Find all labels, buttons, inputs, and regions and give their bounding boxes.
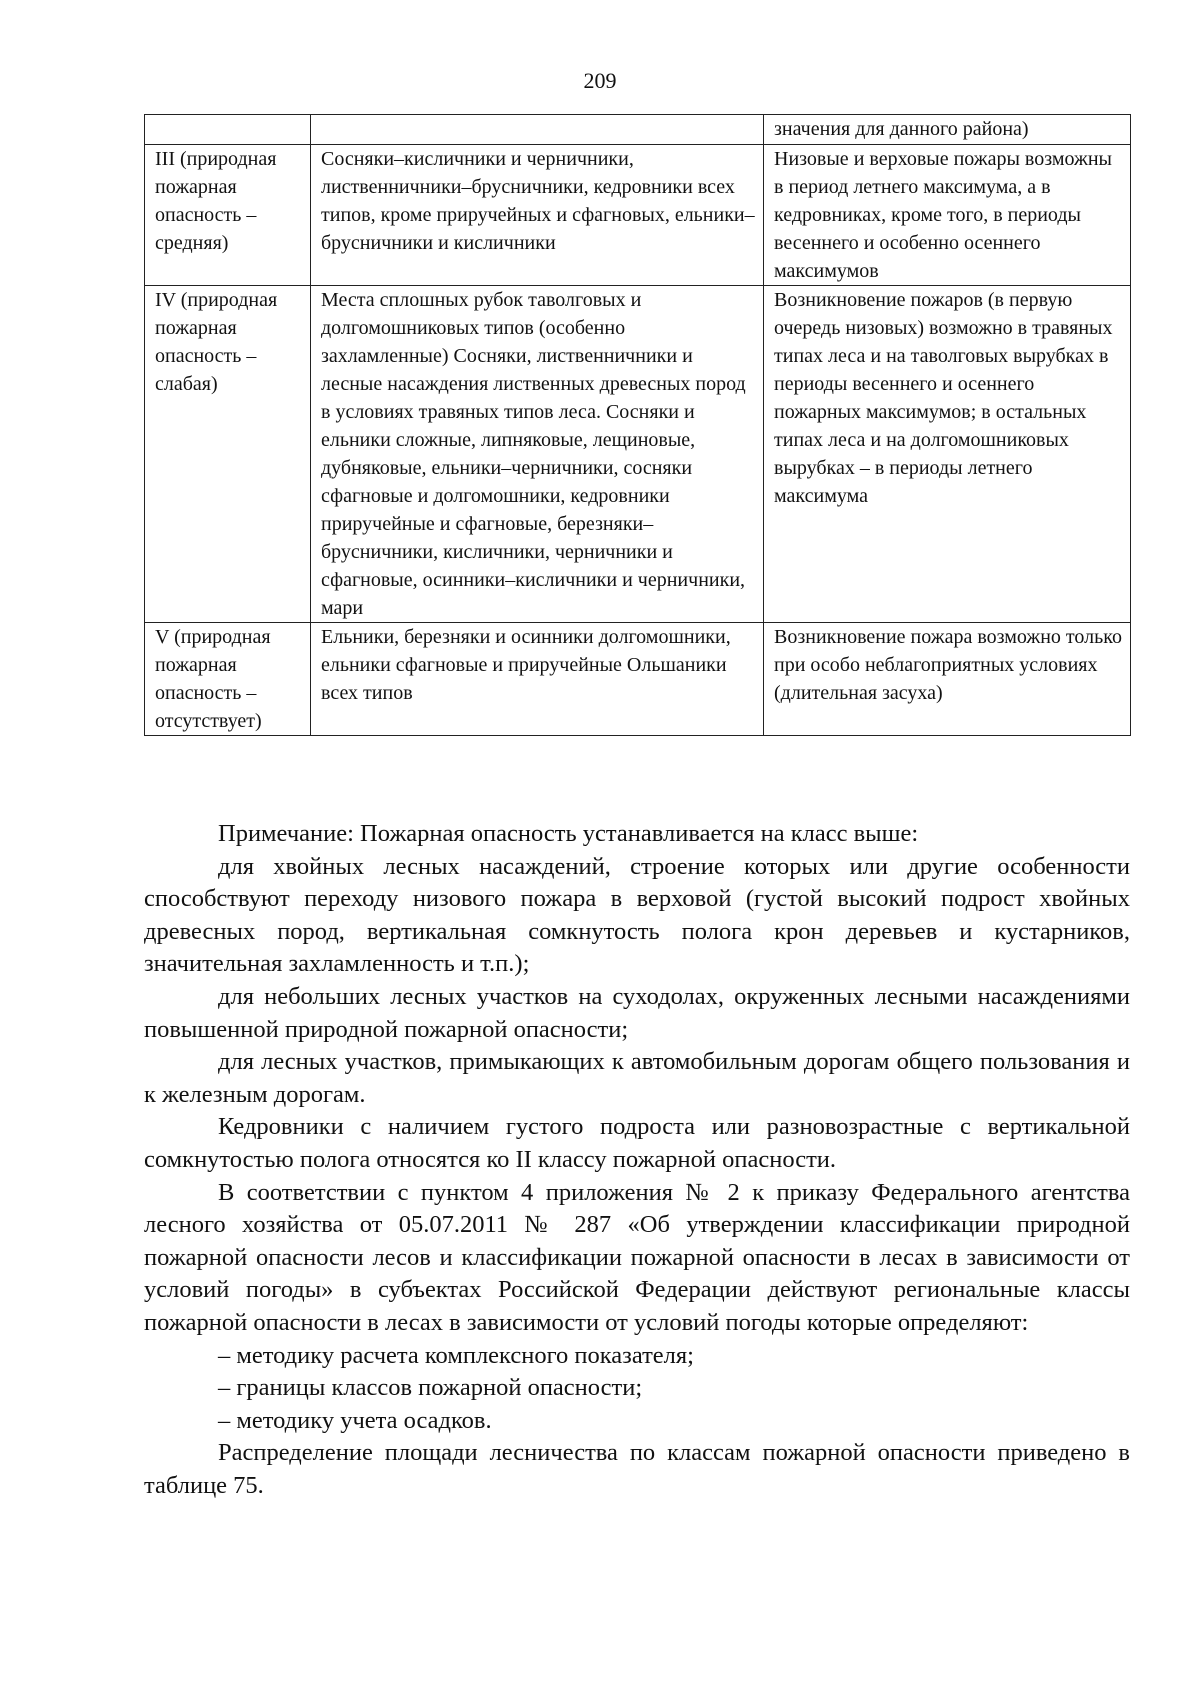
table-cell-forest-types: Места сплошных рубок таволговых и долгомошниковых типов (особенно захламленные) Сосняки, лиственничники и лесные насаждения лиственных древесных пород в условиях травяных типов леса. Сосняки и ельники сложные, липняковые, лещиновые, дубняковые, ельники–черничники, сосняки сфагновые и долгомошники, кедровники приручейные и сфагновые, березняки–брусничники, кисличники, черничники и сфагновые, осинники–кисличники и черничники, мари (311, 286, 764, 623)
table-cell-fire-conditions: Возникновение пожара возможно только при особо неблагоприятных условиях (длительная засуха) (764, 623, 1131, 736)
note-item: для лесных участков, примыкающих к автомобильным дорогам общего пользования и к железным дорогам. (144, 1048, 1130, 1108)
table-cell-forest-types: Сосняки–кисличники и черничники, лиственничники–брусничники, кедровники всех типов, кроме приручейных и сфагновых, ельники–брусничники и кисличники (311, 145, 764, 286)
table-cell-fire-conditions: Возникновение пожаров (в первую очередь низовых) возможно в травяных типах леса и на таволговых вырубках в периоды весеннего и осеннего пожарных максимумов; в остальных типах леса и на долгомошниковых вырубках – в периоды летнего максимума (764, 286, 1131, 623)
table-row (145, 623, 1131, 736)
table-cell-fire-conditions: Низовые и верховые пожары возможны в период летнего максимума, а в кедровниках, кроме того, в периоды весеннего и особенно осеннего максимумов (764, 145, 1131, 286)
list-item: – границы классов пожарной опасности; (218, 1374, 643, 1402)
note-item: для хвойных лесных насаждений, строение которых или другие особенности способствуют переходу низового пожара в верховой (густой высокий подрост хвойных древесных пород, вертикальная сомкнутость полога крон деревьев и кустарников, значительная захламленность и т.п.); (144, 852, 1130, 978)
note-item: для небольших лесных участков на суходолах, окруженных лесными насаждениями повышенной природной пожарной опасности; (144, 982, 1130, 1043)
table-row (145, 145, 1131, 286)
document-body (144, 818, 1130, 1502)
fire-danger-table (144, 114, 1131, 736)
table-cell-forest-types (311, 115, 764, 145)
table-cell-class: III (природная пожарная опасность – средняя) (145, 145, 311, 286)
regulation-paragraph: В соответствии с пунктом 4 приложения № 2 к приказу Федерального агентства лесного хозяйства от 05.07.2011 № 287 «Об утверждении классификации природной пожарной опасности лесов и классификации пожарной опасности в лесах в зависимости от условий погоды» в субъектах Российской Федерации действуют региональные классы пожарной опасности в лесах в зависимости от условий погоды которые определяют: (144, 1178, 1130, 1336)
table-row (145, 115, 1131, 145)
list-item: – методику расчета комплексного показателя; (218, 1341, 694, 1369)
note-intro: Примечание: Пожарная опасность устанавливается на класс выше: (218, 820, 919, 847)
table-row (145, 286, 1131, 623)
table-cell-class: IV (природная пожарная опасность – слабая) (145, 286, 311, 623)
table-cell-fire-conditions: значения для данного района) (764, 115, 1131, 145)
list-item: – методику учета осадков. (218, 1406, 492, 1434)
cedar-note-paragraph: Кедровники с наличием густого подроста или разновозрастные с вертикальной сомкнутостью полога относятся ко II классу пожарной опасности. (144, 1113, 1130, 1173)
distribution-paragraph: Распределение площади лесничества по классам пожарной опасности приведено в таблице 75. (144, 1439, 1130, 1499)
table-cell-class (145, 115, 311, 145)
page-number: 209 (583, 68, 617, 93)
table-cell-class: V (природная пожарная опасность – отсутствует) (145, 623, 311, 736)
table-cell-forest-types: Ельники, березняки и осинники долгомошники, ельники сфагновые и приручейные Ольшаники всех типов (311, 623, 764, 736)
